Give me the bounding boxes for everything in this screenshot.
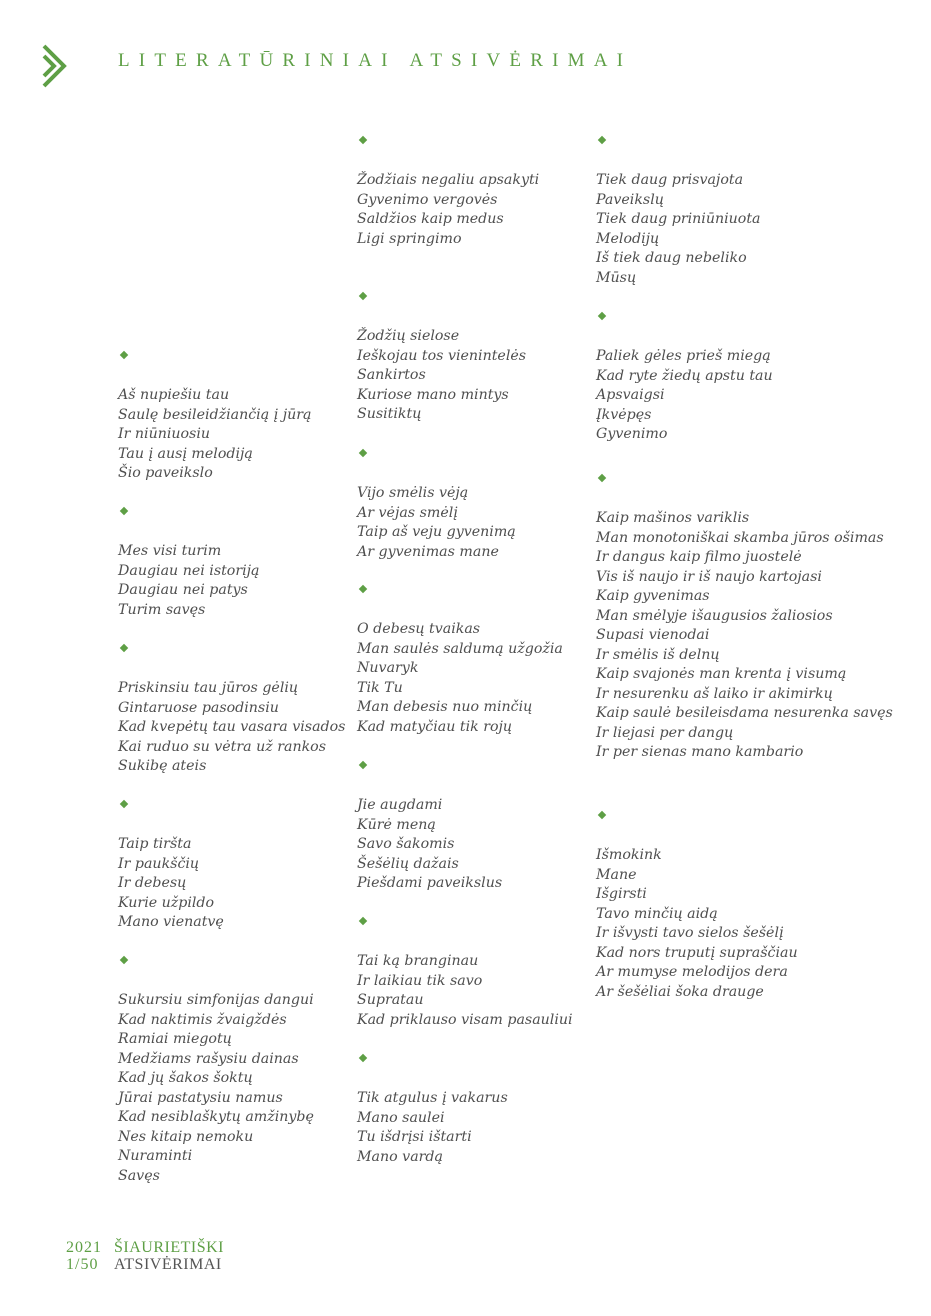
poem-line: Saulę besileidžiančią į jūrą <box>118 406 312 423</box>
diamond-bullet-icon <box>598 811 606 819</box>
diamond-bullet-icon <box>359 761 367 769</box>
footer <box>66 1239 224 1273</box>
poem-line: Kad jų šakos šoktų <box>118 1070 253 1086</box>
poem-line: Šešėlių dažais <box>357 855 459 872</box>
poem-line: Sukibę ateis <box>118 758 207 774</box>
poem-line: Šio paveikslo <box>118 465 213 481</box>
poem-line: Tiek daug priniūniuota <box>596 211 761 227</box>
poem-line: Vijo smėlis vėją <box>357 485 469 501</box>
poem-line: Žodžiais negaliu apsakyti <box>357 172 540 188</box>
poem-line: Ir liejasi per dangų <box>596 724 734 741</box>
poem-line: Ir per sienas mano kambario <box>596 744 804 760</box>
poem-line: Kad naktimis žvaigždės <box>118 1011 287 1028</box>
poem-line: Ramiai miegotų <box>118 1031 232 1047</box>
poem-line: Mano vardą <box>357 1148 443 1165</box>
diamond-bullet-icon <box>359 136 367 144</box>
poem-line: Ir nesurenku aš laiko ir akimirkų <box>596 685 833 702</box>
diamond-bullet-icon <box>120 800 128 808</box>
poem-line: Ir paukščių <box>118 855 200 872</box>
poem-line: Mūsų <box>596 269 637 286</box>
poem-line: Susitiktų <box>357 406 422 422</box>
poem-line: Savo šakomis <box>357 836 455 852</box>
poem-line: Nes kitaip nemoku <box>118 1128 254 1145</box>
poem-line: Mano vienatvę <box>118 914 224 930</box>
poem-line: Ir smėlis iš delnų <box>596 646 720 663</box>
poem-line: Vis iš naujo ir iš naujo kartojasi <box>596 568 822 585</box>
diamond-bullet-icon <box>120 956 128 964</box>
poem-line: Ar gyvenimas mane <box>357 543 499 560</box>
poem-line: Kad kvepėtų tau vasara visados <box>118 719 346 735</box>
poem-line: Iš tiek daug nebeliko <box>596 250 747 266</box>
poem-line: Man saulės saldumą užgožia <box>357 640 563 657</box>
poem-line: Taip tiršta <box>118 836 192 852</box>
page-header-title: LITERATŪRINIAI ATSIVĖRIMAI <box>118 50 633 71</box>
poem-line: Mane <box>596 866 637 883</box>
poem-line: Sankirtos <box>357 367 426 383</box>
poem-line: Tik atgulus į vakarus <box>357 1090 508 1106</box>
diamond-bullet-icon <box>359 292 367 300</box>
poem-line: Tau į ausį melodiją <box>118 445 253 462</box>
poem-line: Supasi vienodai <box>596 627 710 643</box>
poem-line: Tai ką branginau <box>357 953 479 969</box>
poem-line: Man debesis nuo minčių <box>357 699 533 715</box>
poem-line: Ar vėjas smėlį <box>357 504 458 521</box>
poem-line: Jie augdami <box>357 797 443 813</box>
double-chevron-icon <box>42 44 68 88</box>
poem-line: Aš nupiešiu tau <box>118 387 230 403</box>
poem-line: Kurie užpildo <box>118 894 215 911</box>
poem-line: Tiek daug prisvajota <box>596 172 744 188</box>
poem-line: Apsvaigsi <box>596 387 665 403</box>
poem-line: Tavo minčių aidą <box>596 905 718 922</box>
poem-line: Daugiau nei istoriją <box>118 562 260 579</box>
poem-line: Savęs <box>118 1167 160 1184</box>
poem-line: Ieškojau tos vienintelės <box>357 347 527 364</box>
diamond-bullet-icon <box>120 507 128 515</box>
poem-line: Ar šešėliai šoka drauge <box>596 983 764 1000</box>
poem-line: Paveikslų <box>596 191 664 208</box>
poem-line: Tu išdrįsi ištarti <box>357 1129 472 1145</box>
poem-line: Kuriose mano mintys <box>357 386 509 403</box>
poem-line: Žodžių sielose <box>357 328 460 344</box>
poem-line: Ligi springimo <box>357 230 462 247</box>
poem-line: Įkvėpęs <box>596 406 652 423</box>
poem-line: Kad priklauso visam pasauliui <box>357 1011 573 1028</box>
diamond-bullet-icon <box>598 136 606 144</box>
diamond-bullet-icon <box>120 644 128 652</box>
poem-line: Supratau <box>357 992 424 1008</box>
diamond-bullet-icon <box>359 585 367 593</box>
poem-line: Piešdami paveikslus <box>357 875 503 891</box>
poem-line: O debesų tvaikas <box>357 621 481 637</box>
poem-line: Kad ryte žiedų apstu tau <box>596 367 773 384</box>
poem-line: Medžiams rašysiu dainas <box>118 1050 299 1067</box>
diamond-bullet-icon <box>359 449 367 457</box>
poem-line: Melodijų <box>596 230 660 247</box>
poem-line: Kai ruduo su vėtra už rankos <box>118 738 327 755</box>
poem-line: Kad matyčiau tik rojų <box>357 718 513 735</box>
poem-line: Tik Tu <box>357 679 403 696</box>
poem-line: Mes visi turim <box>118 543 222 559</box>
poem-line: Nuvaryk <box>357 660 419 676</box>
poem-line: Kaip saulė besileisdama nesurenka savęs <box>596 705 893 721</box>
poem-line: Man smėlyje išaugusios žaliosios <box>596 607 833 624</box>
diamond-bullet-icon <box>598 312 606 320</box>
poem-line: Priskinsiu tau jūros gėlių <box>118 680 299 696</box>
footer-title-line1: ŠIAURIETIŠKI <box>114 1239 224 1256</box>
diamond-bullet-icon <box>598 474 606 482</box>
poem-line: Išgirsti <box>596 886 647 902</box>
poem-line: Man monotoniškai skamba jūros ošimas <box>596 529 884 546</box>
poem-line: Daugiau nei patys <box>118 582 248 598</box>
poem-line: Kad nesiblaškytų amžinybę <box>118 1109 314 1125</box>
footer-issue: 1/50 <box>66 1256 99 1273</box>
poem-line: Jūrai pastatysiu namus <box>118 1089 283 1106</box>
poem-line: Ir laikiau tik savo <box>357 972 483 989</box>
poem-line: Nuraminti <box>118 1148 193 1164</box>
diamond-bullet-icon <box>120 351 128 359</box>
poem-line: Kad nors truputį supraščiau <box>596 944 798 961</box>
poem-line: Saldžios kaip medus <box>357 211 504 227</box>
poem-line: Kaip svajonės man krenta į visumą <box>596 666 847 682</box>
poem-line: Ir dangus kaip filmo juostelė <box>596 549 802 565</box>
footer-year: 2021 <box>66 1239 102 1256</box>
poem-line: Kūrė meną <box>357 816 436 833</box>
poem-line: Gintaruose pasodinsiu <box>118 699 279 716</box>
poem-line: Gyvenimo vergovės <box>357 191 498 208</box>
poem-line: Ir niūniuosiu <box>118 426 211 442</box>
poem-line: Išmokink <box>596 847 662 863</box>
poem-line: Sukursiu simfonijas dangui <box>118 992 314 1008</box>
poem-line: Kaip mašinos variklis <box>596 510 750 526</box>
poem-line: Mano saulei <box>357 1109 445 1126</box>
poem-line: Ir debesų <box>118 875 187 891</box>
poem-line: Kaip gyvenimas <box>596 588 710 604</box>
diamond-bullet-icon <box>359 917 367 925</box>
poem-line: Ar mumyse melodijos dera <box>596 964 788 980</box>
poem-line: Taip aš veju gyvenimą <box>357 524 516 540</box>
poem-line: Gyvenimo <box>596 426 668 442</box>
footer-title-line2: ATSIVĖRIMAI <box>114 1256 222 1273</box>
poem-line: Turim savęs <box>118 601 206 618</box>
poem-line: Ir išvysti tavo sielos šešėlį <box>596 925 784 941</box>
diamond-bullet-icon <box>359 1054 367 1062</box>
poem-line: Paliek gėles prieš miegą <box>596 348 771 364</box>
